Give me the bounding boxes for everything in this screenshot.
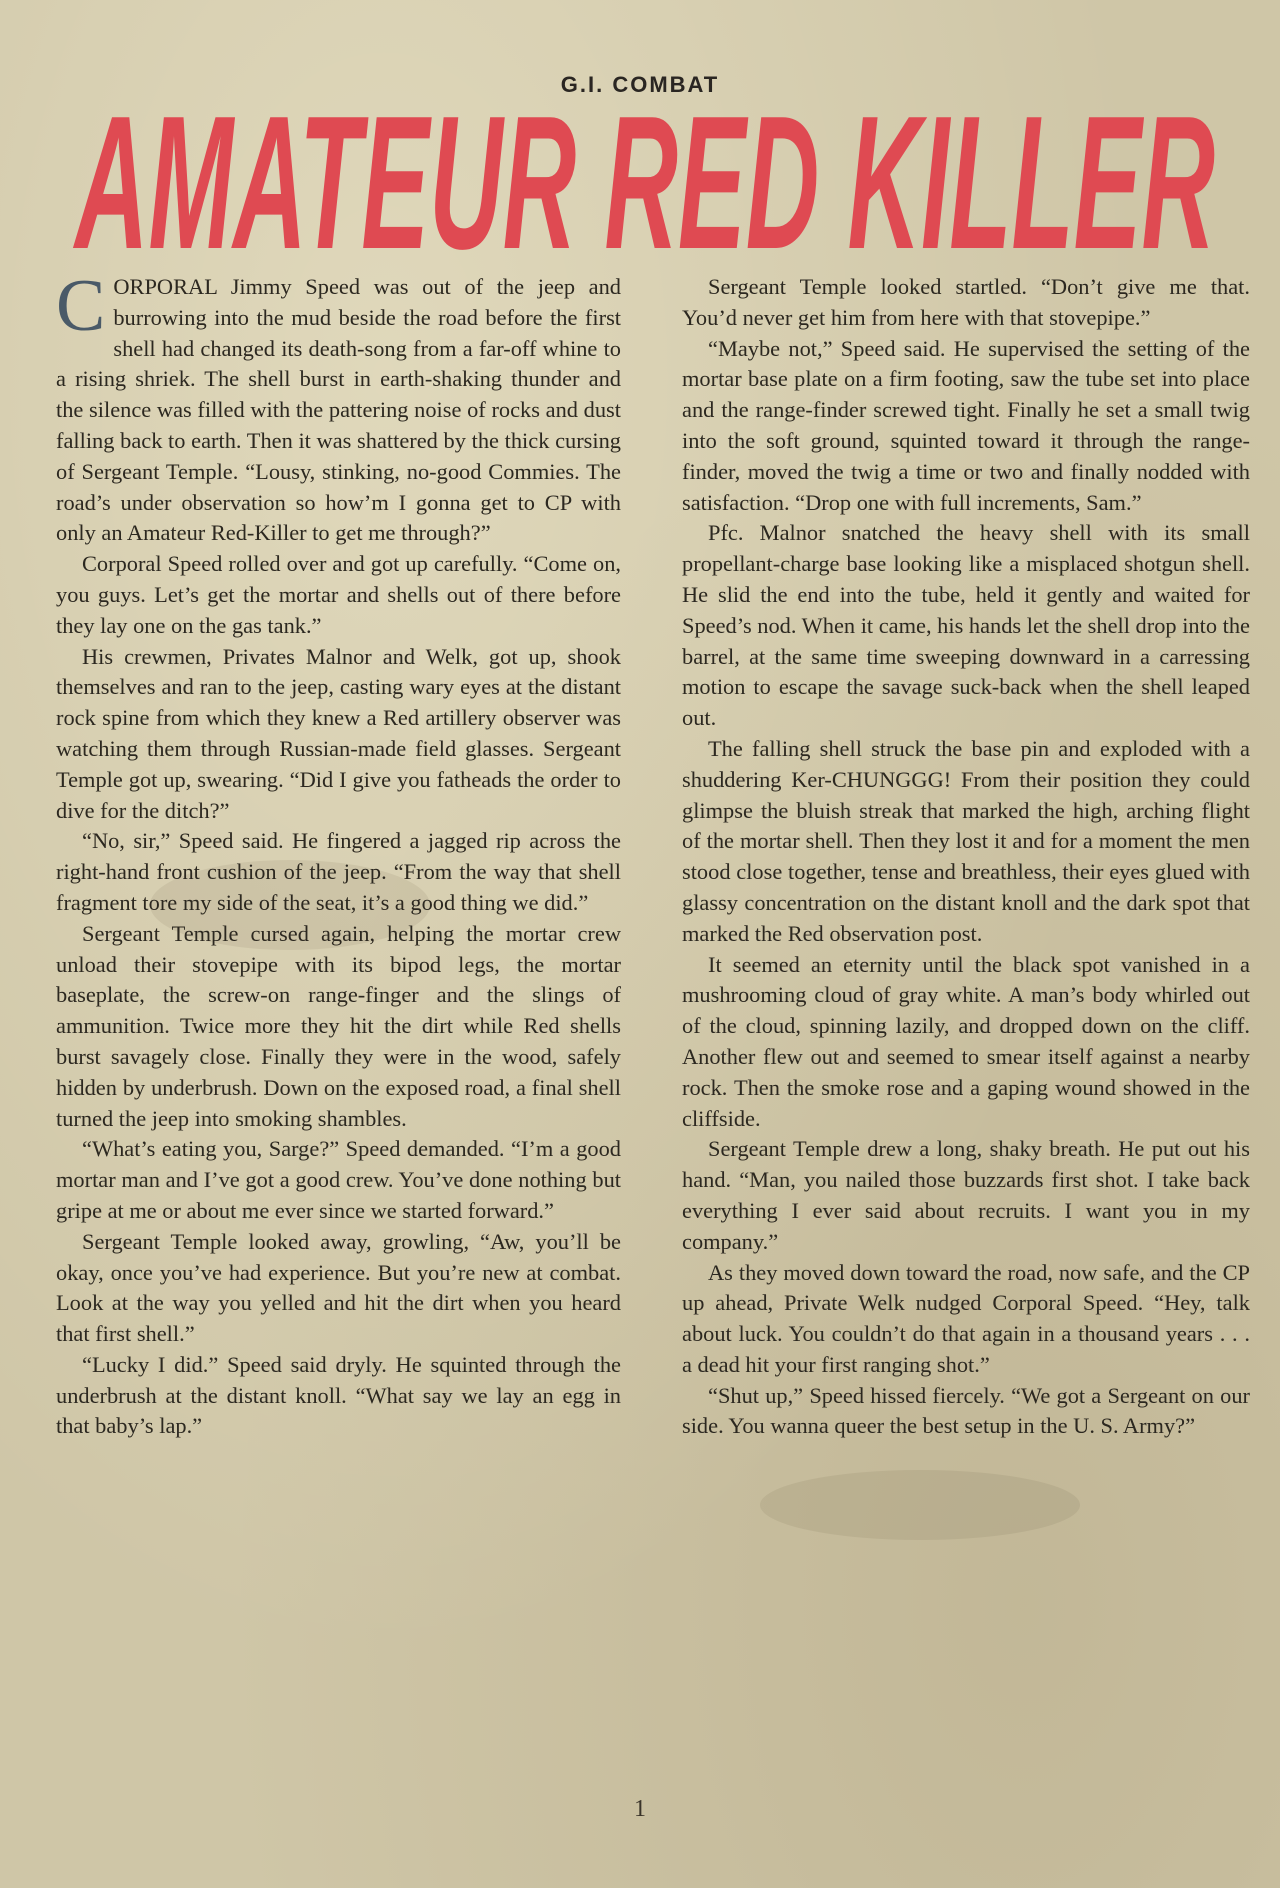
paragraph-4: “No, sir,” Speed said. He fingered a jagged rip across the right-hand front cushion of the jeep. “From the way that shell fragment tore my side of the seat, it’s a good thing we did.” [56, 828, 621, 915]
paragraph-13: It seemed an eternity until the black spot vanished in a mushrooming cloud of gray white. A man’s body whirled out of the cloud, spinning lazily, and dropped down on the cliff. Another flew out and seemed to smear itself against a nearby rock. Then the smoke rose and a gaping wound showed in the cliffside. [682, 951, 1250, 1131]
paragraph-8: “Lucky I did.” Speed said dryly. He squinted through the underbrush at the distant knoll. “What say we lay an egg in that baby’s lap.” [56, 1351, 621, 1439]
headline-text: AMATEUR RED KILLER [72, 88, 1215, 278]
paragraph-10: “Maybe not,” Speed said. He supervised the setting of the mortar base plate on a firm footing, saw the tube set into place and the range-finder screwed tight. Finally he set a small twig into the soft ground, squinted toward it through the range-finder, moved the twig a time or two and finally nodded with satisfaction. “Drop one with full increments, Sam.” [682, 335, 1250, 515]
paragraph-16: “Shut up,” Speed hissed fiercely. “We got a Sergeant on our side. You wanna queer the best setup in the U. S. Army?” [682, 1382, 1250, 1439]
paragraph-11: Pfc. Malnor snatched the heavy shell with its small propellant-charge base looking like a misplaced shotgun shell. He slid the end into the tube, held it gently and waited for Speed’s nod. When it came, his hands let the shell drop into the barrel, at the same time sweeping downward in a carressing motion to escape the savage suck-back when the shell leaped out. [682, 520, 1250, 731]
right-column [682, 272, 1250, 1442]
story-headline [70, 88, 1220, 278]
paragraph-6: “What’s eating you, Sarge?” Speed demanded. “I’m a good mortar man and I’ve got a good crew. You’ve done nothing but gripe at me or about me ever since we started forward.” [56, 1136, 621, 1223]
drop-cap: C [56, 265, 106, 347]
paragraph-1: CORPORAL Jimmy Speed was out of the jeep and burrowing into the mud beside the road before the first shell had changed its death-song from a far-off whine to a rising shriek. The shell burst in earth-shaking thunder and the silence was filled with the pattering noise of rocks and dust falling back to earth. Then it was shattered by the thick cursing of Sergeant Temple. “Lousy, stinking, no-good Commies. The road’s under observation so how’m I gonna get to CP with only an Amateur Red-Killer to get me through?” [56, 265, 621, 546]
left-column [56, 265, 621, 1442]
paragraph-3: His crewmen, Privates Malnor and Welk, got up, shook themselves and ran to the jeep, casting wary eyes at the distant rock spine from which they knew a Red artillery observer was watching them through Russian-made field glasses. Sergeant Temple got up, swearing. “Did I give you fatheads the order to dive for the ditch?” [56, 643, 621, 823]
paragraph-2: Corporal Speed rolled over and got up carefully. “Come on, you guys. Let’s get the mortar and shells out of there before they lay one on the gas tank.” [56, 551, 621, 638]
paragraph-15: As they moved down toward the road, now safe, and the CP up ahead, Private Welk nudged Corporal Speed. “Hey, talk about luck. You couldn’t do that again in a thousand years . . . a dead hit your first ranging shot.” [682, 1259, 1250, 1377]
paragraph-7: Sergeant Temple looked away, growling, “Aw, you’ll be okay, once you’ve had experience. But you’re new at combat. Look at the way you yelled and hit the dirt when you heard that first shell.” [56, 1228, 621, 1347]
page-number: 1 [634, 1796, 646, 1822]
series-title: G.I. COMBAT [560, 72, 720, 97]
paragraph-12: The falling shell struck the base pin and exploded with a shuddering Ker-CHUNGGG! From their position they could glimpse the bluish streak that marked the high, arching flight of the mortar shell. Then they lost it and for a moment the men stood close together, tense and breathless, their eyes glued with glassy concentration on the distant knoll and the dark spot that marked the Red observation post. [682, 735, 1250, 946]
paper-stain [760, 1470, 1080, 1540]
headline-art [70, 88, 1220, 278]
paragraph-5: Sergeant Temple cursed again, helping the mortar crew unload their stovepipe with its bipod legs, the mortar baseplate, the screw-on range-finger and the slings of ammunition. Twice more they hit the dirt while Red shells burst savagely close. Finally they were in the wood, safely hidden by underbrush. Down on the exposed road, a final shell turned the jeep into smoking shambles. [56, 920, 621, 1131]
paragraph-14: Sergeant Temple drew a long, shaky breath. He put out his hand. “Man, you nailed those buzzards first shot. I take back everything I ever said about recruits. I want you in my company.” [682, 1136, 1250, 1254]
paragraph-9: Sergeant Temple looked startled. “Don’t give me that. You’d never get him from here with that stovepipe.” [682, 274, 1250, 330]
